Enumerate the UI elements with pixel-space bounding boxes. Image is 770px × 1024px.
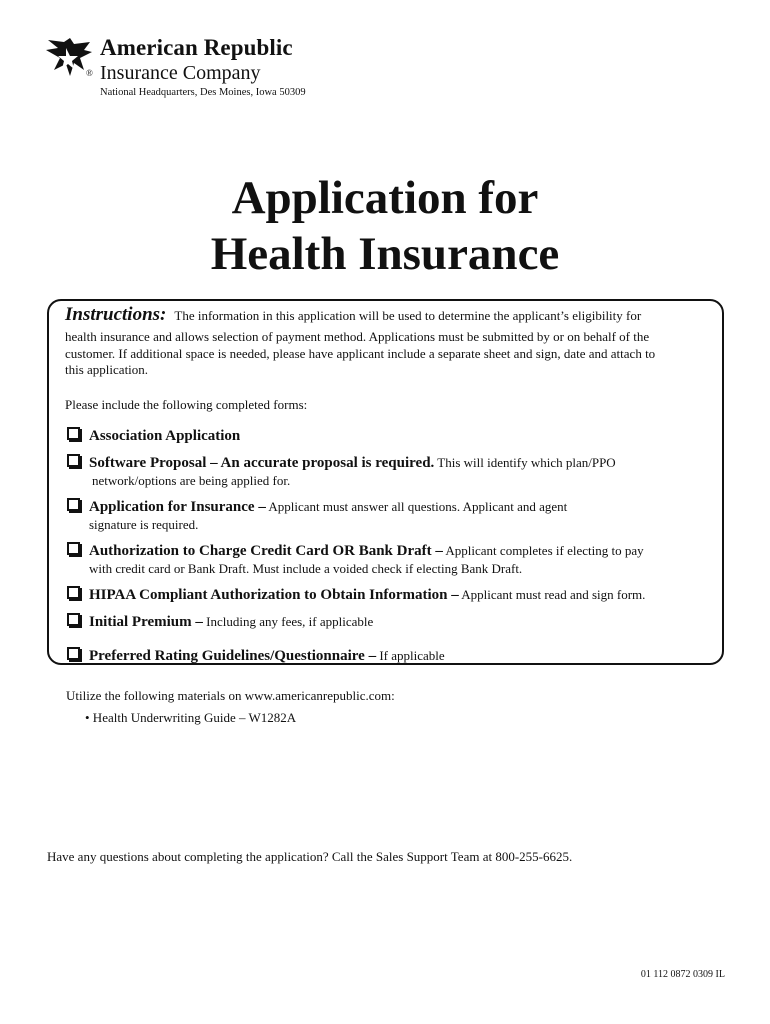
- materials-intro: Utilize the following materials on www.americanrepublic.com:: [66, 688, 395, 703]
- registered-mark: ®: [86, 68, 93, 78]
- form-item-association-application: [89, 428, 240, 444]
- title-line-2: Health Insurance: [210, 228, 560, 280]
- checkbox-authorization-credit-card[interactable]: [67, 542, 80, 555]
- form-heading: Association Application: [89, 428, 241, 444]
- company-subtitle: Insurance Company: [100, 62, 261, 84]
- form-text: If applicable: [376, 648, 445, 663]
- form-item-software-proposal: [89, 455, 616, 471]
- instructions-line-2: health insurance and allows selection of payment method. Applications must be submitted by or on behalf of the: [65, 329, 650, 344]
- company-name: American Republic: [100, 35, 293, 60]
- form-text: Applicant completes if electing to pay: [442, 543, 644, 558]
- instructions-line-1: [65, 304, 642, 325]
- support-question: Have any questions about completing the application? Call the Sales Support Team at 800-255-6625.: [47, 849, 573, 864]
- form-text-continued: network/options are being applied for.: [92, 473, 291, 488]
- checkbox-initial-premium[interactable]: [67, 613, 80, 626]
- include-forms-text: Please include the following completed forms:: [65, 397, 308, 412]
- form-text: Applicant must answer all questions. Applicant and agent: [265, 499, 568, 514]
- form-text: This will identify which plan/PPO: [434, 455, 616, 470]
- form-item-preferred-rating: [89, 648, 445, 664]
- checkbox-software-proposal[interactable]: [67, 454, 80, 467]
- form-number: 01 112 0872 0309 IL: [640, 969, 725, 980]
- form-item-application-for-insurance: [89, 499, 567, 515]
- instructions-text-1: The information in this application will be used to determine the applicant’s eligibility for: [174, 308, 642, 323]
- form-item-authorization-credit-card: [89, 543, 644, 559]
- materials-bullet: • Health Underwriting Guide – W1282A: [85, 710, 297, 725]
- instructions-line-4: this application.: [65, 362, 149, 377]
- form-heading: Preferred Rating Guidelines/Questionnaire –: [89, 648, 377, 664]
- form-text-continued: signature is required.: [89, 517, 199, 532]
- form-heading: Software Proposal – An accurate proposal is required.: [89, 455, 435, 471]
- form-heading: Initial Premium –: [89, 614, 203, 630]
- page-title: [0, 170, 770, 282]
- form-heading: Authorization to Charge Credit Card OR Bank Draft –: [89, 543, 443, 559]
- checkbox-application-for-insurance[interactable]: [67, 498, 80, 511]
- form-item-initial-premium: [89, 614, 373, 630]
- form-heading: HIPAA Compliant Authorization to Obtain Information –: [89, 587, 459, 603]
- instructions-line-3: customer. If additional space is needed, please have applicant include a separate sheet and sign, date and attach to: [65, 346, 656, 361]
- title-line-1: Application for: [231, 172, 539, 224]
- form-heading: Application for Insurance –: [89, 499, 266, 515]
- form-text-continued: with credit card or Bank Draft. Must include a voided check if electing Bank Draft.: [89, 561, 523, 576]
- company-logo: [44, 34, 334, 104]
- checkbox-preferred-rating[interactable]: [67, 647, 80, 660]
- form-text: Applicant must read and sign form.: [458, 587, 646, 602]
- checkbox-association-application[interactable]: [67, 427, 80, 440]
- checkbox-hipaa-authorization[interactable]: [67, 586, 80, 599]
- form-item-hipaa-authorization: [89, 587, 645, 603]
- instructions-label: Instructions:: [65, 304, 167, 325]
- form-text: Including any fees, if applicable: [202, 614, 374, 629]
- company-address: National Headquarters, Des Moines, Iowa 50309: [100, 87, 306, 98]
